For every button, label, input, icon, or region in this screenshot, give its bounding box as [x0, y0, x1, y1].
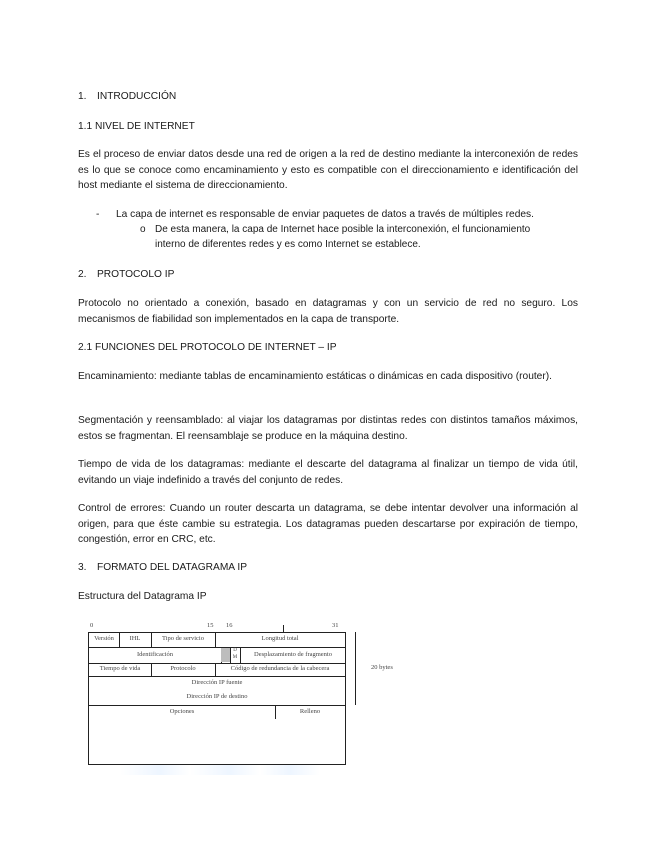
figure-caption: Estructura del Datagrama IP [78, 591, 207, 602]
bit-label-0: 0 [90, 622, 94, 629]
reserved-bit-shade [221, 648, 230, 662]
bit-label-31: 31 [332, 622, 339, 629]
side-label-20-bytes: 20 bytes [371, 664, 393, 671]
heading-funciones-ip: 2.1 FUNCIONES DEL PROTOCOLO DE INTERNET – IP [78, 342, 337, 353]
watermark-decoration [120, 765, 320, 775]
paragraph-intro: Es el proceso de enviar datos desde una red de origen a la red de destino mediante la interconexión de redes es lo que se conoce como encaminamiento y esto es compatible con el direccionamiento e identificación del host mediante el sistema de direccionamiento. [78, 149, 578, 192]
bullet-marker: - [96, 209, 100, 220]
field-ip-fuente: Dirección IP fuente [191, 679, 243, 686]
field-tiempo-vida: Tiempo de vida [99, 665, 141, 672]
paragraph-encaminamiento: Encaminamiento: mediante tablas de encaminamiento estáticas o dinámicas en cada dispositivo (router). [78, 371, 552, 382]
heading-nivel-internet: 1.1 NIVEL DE INTERNET [78, 121, 195, 132]
flag-mf: M [232, 655, 238, 660]
flag-df: D [233, 648, 237, 653]
field-desplazamiento: Desplazamiento de fragmento [254, 651, 332, 658]
field-tipo-servicio: Tipo de servicio [161, 635, 204, 642]
heading-formato-datagrama: 3. FORMATO DEL DATAGRAMA IP [78, 562, 247, 573]
field-longitud-total: Longitud total [261, 635, 299, 642]
bullet-item [96, 207, 534, 222]
subbullet-marker: o [140, 224, 146, 235]
paragraph-control-errores: Control de errores: Cuando un router descarta un datagrama, se debe intentar devolver una información al origen, para que éste cambie su estrategia. Los datagramas pueden descartarse por expiración de tiempo, congestión, error en CRC, etc. [78, 503, 578, 546]
field-identificacion: Identificación [136, 651, 174, 658]
ip-datagram-diagram [85, 620, 405, 780]
paragraph-protocolo: Protocolo no orientado a conexión, basado en datagramas y con un servicio de red no seguro. Los mecanismos de fiabilidad son implementados en la capa de transporte. [78, 298, 578, 325]
heading-protocolo-ip: 2. PROTOCOLO IP [78, 269, 175, 280]
heading-introduccion: 1. INTRODUCCIÓN [78, 91, 177, 102]
field-opciones: Opciones [169, 708, 195, 715]
field-protocolo: Protocolo [170, 665, 196, 672]
bit-label-15: 15 [207, 622, 214, 629]
paragraph-tiempo-vida: Tiempo de vida de los datagramas: mediante el descarte del datagrama al finalizar un tiempo de vida útil, evitando un viaje indefinido a través del conjunto de redes. [78, 459, 578, 486]
bit-label-16: 16 [226, 622, 233, 629]
field-relleno: Relleno [299, 708, 321, 715]
field-checksum: Código de redundancia de la cabecera [230, 665, 330, 672]
field-version: Versión [94, 635, 114, 642]
field-ip-destino: Dirección IP de destino [186, 693, 248, 700]
bullet-text: La capa de internet es responsable de enviar paquetes de datos a través de múltiples redes. [116, 209, 534, 220]
subbullet-item: o De esta manera, la capa de Internet hace posible la interconexión, el funcionamiento interno de diferentes redes y es como Internet se establece. [140, 224, 531, 250]
paragraph-segmentacion: Segmentación y reensamblado: al viajar los datagramas por distintas redes con distintos tamaños máximos, estos se fragmentan. El reensamblaje se produce en la máquina destino. [78, 415, 578, 442]
field-ihl: IHL [129, 635, 141, 642]
